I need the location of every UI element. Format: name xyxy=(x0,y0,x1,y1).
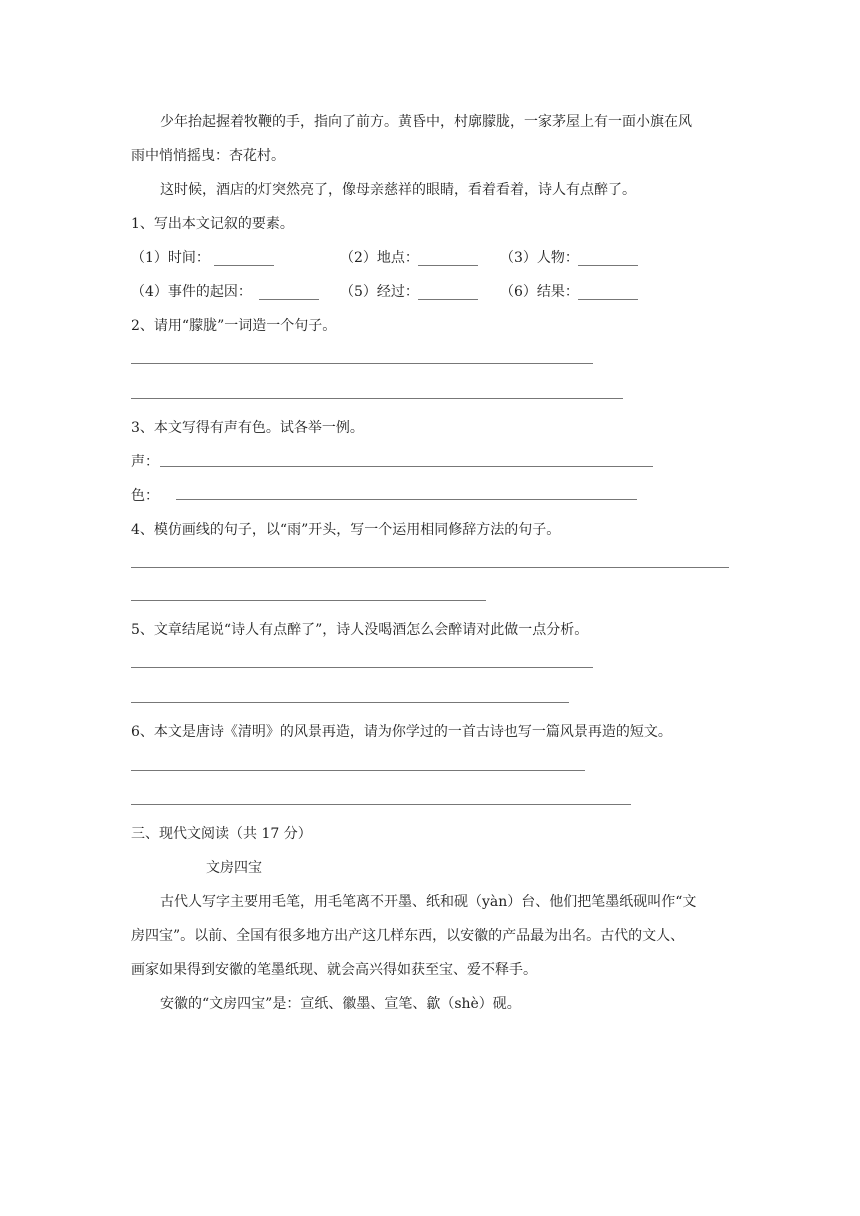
section-heading: 三、现代文阅读（共 17 分） xyxy=(131,826,312,842)
answer-line[interactable] xyxy=(131,702,569,703)
sound-label: 声： xyxy=(131,454,159,470)
answer-blank[interactable] xyxy=(259,299,319,300)
passage-line: 画家如果得到安徽的笔墨纸现、就会高兴得如获至宝、爱不释手。 xyxy=(131,962,537,978)
answer-blank[interactable] xyxy=(578,299,638,300)
answer-blank[interactable] xyxy=(578,265,638,266)
answer-line[interactable] xyxy=(131,398,623,399)
passage-line: 古代人写字主要用毛笔，用毛笔离不开墨、纸和砚（yàn）台、他们把笔墨纸砚叫作“文 xyxy=(160,894,697,910)
answer-blank[interactable] xyxy=(214,265,274,266)
passage-line: 雨中悄悄摇曳：杏花村。 xyxy=(131,148,285,164)
element-place: （2）地点： xyxy=(340,250,419,266)
answer-line[interactable] xyxy=(131,363,593,364)
answer-line[interactable] xyxy=(131,804,631,805)
passage-line: 少年抬起握着牧鞭的手，指向了前方。黄昏中，村廓朦胧，一家茅屋上有一面小旗在风 xyxy=(160,114,692,130)
answer-line[interactable] xyxy=(131,567,729,568)
question-3: 3、本文写得有声有色。试各举一例。 xyxy=(131,420,364,436)
answer-line[interactable] xyxy=(131,600,486,601)
question-2: 2、请用“朦胧”一词造一个句子。 xyxy=(131,318,337,334)
answer-line[interactable] xyxy=(176,499,637,500)
answer-line[interactable] xyxy=(131,667,593,668)
question-1: 1、写出本文记叙的要素。 xyxy=(131,216,294,232)
answer-blank[interactable] xyxy=(418,265,478,266)
answer-line[interactable] xyxy=(131,770,585,771)
question-6: 6、本文是唐诗《清明》的风景再造，请为你学过的一首古诗也写一篇风景再造的短文。 xyxy=(131,724,672,740)
passage-title: 文房四宝 xyxy=(206,860,262,876)
question-4: 4、模仿画线的句子，以“雨”开头，写一个运用相同修辞方法的句子。 xyxy=(131,522,561,538)
element-person: （3）人物： xyxy=(500,250,579,266)
element-process: （5）经过： xyxy=(340,284,419,300)
element-time: （1）时间： xyxy=(131,250,210,266)
passage-line: 房四宝”。以前、全国有很多地方出产这几样东西，以安徽的产品最为出名。古代的文人、 xyxy=(131,928,685,944)
passage-line: 这时候，酒店的灯突然亮了，像母亲慈祥的眼睛，看着看着，诗人有点醉了。 xyxy=(160,182,636,198)
question-5: 5、文章结尾说“诗人有点醉了”，诗人没喝酒怎么会醉请对此做一点分析。 xyxy=(131,622,589,638)
passage-line: 安徽的“文房四宝”是：宣纸、徽墨、宣笔、歙（shè）砚。 xyxy=(160,996,521,1012)
answer-line[interactable] xyxy=(160,466,653,467)
element-result: （6）结果： xyxy=(500,284,579,300)
color-label: 色： xyxy=(131,488,159,504)
element-cause: （4）事件的起因： xyxy=(131,284,252,300)
answer-blank[interactable] xyxy=(418,299,478,300)
